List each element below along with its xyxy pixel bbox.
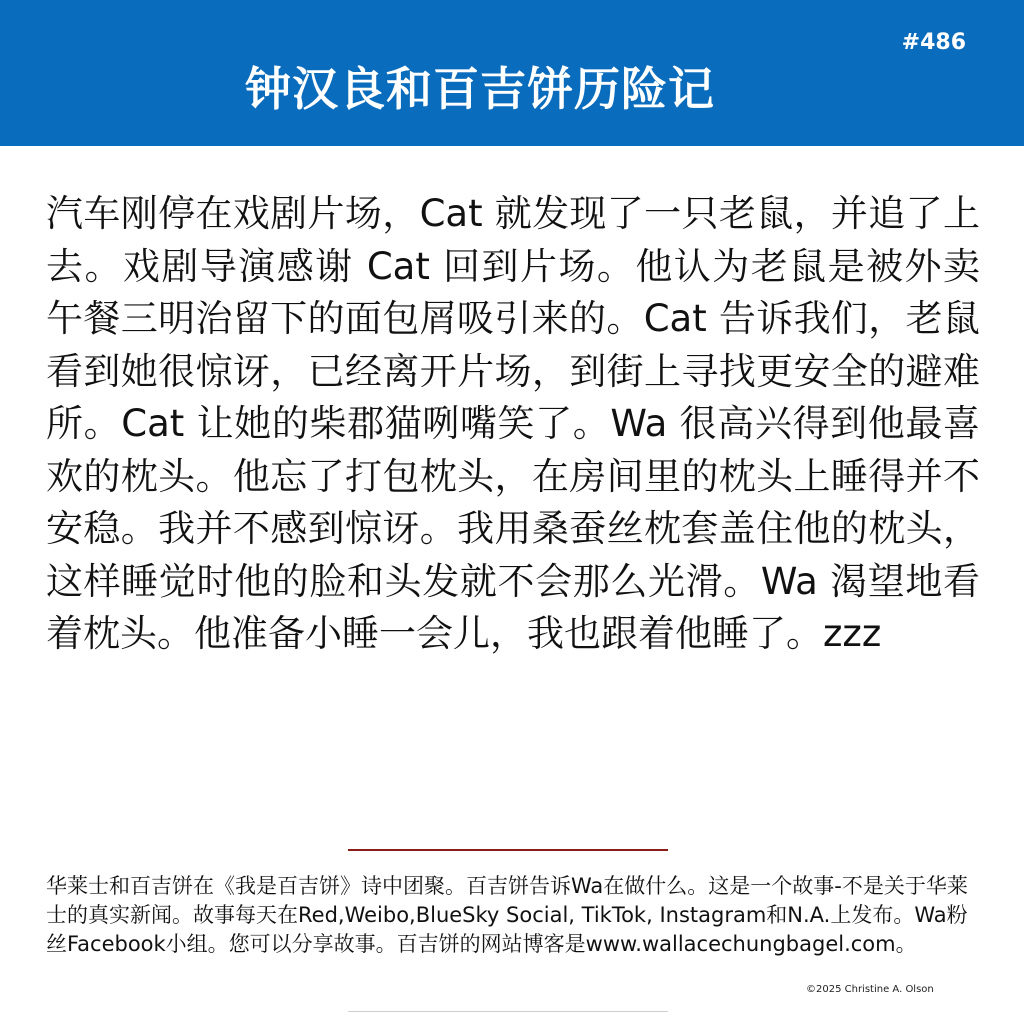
story-text: 汽车刚停在戏剧片场，Cat 就发现了一只老鼠，并追了上去。戏剧导演感谢 Cat 回到片场。他认为老鼠是被外卖午餐三明治留下的面包屑吸引来的。Cat 告诉我们，老鼠看到她很惊讶，已经离开片场，到街上寻找更安全的避难所。Cat 让她的柴郡猫咧嘴笑了。Wa 很高兴得到他最喜欢的枕头。他忘了打包枕头，在房间里的枕头上睡得并不安稳。我并不感到惊讶。我用桑蚕丝枕套盖住他的枕头，这样睡觉时他的脸和头发就不会那么光滑。Wa 渴望地看着枕头。他准备小睡一会儿，我也跟着他睡了。zzz — [46, 192, 980, 655]
bottom-divider — [348, 1011, 668, 1012]
page-title: 钟汉良和百吉饼历险记 — [245, 62, 715, 116]
episode-number: #486 — [901, 30, 966, 55]
section-divider — [348, 849, 668, 851]
footer-note: 华莱士和百吉饼在《我是百吉饼》诗中团聚。百吉饼告诉Wa在做什么。这是一个故事-不是关于华莱士的真实新闻。故事每天在Red,Weibo,BlueSky Social, TikTok, Instagram和N.A.上发布。Wa粉丝Facebook小组。您可以分享故事。百吉饼的网站博客是www.wallacechungbagel.com。 — [46, 874, 968, 956]
header-banner — [0, 0, 1024, 146]
copyright-notice: ©2025 Christine A. Olson — [806, 984, 934, 995]
